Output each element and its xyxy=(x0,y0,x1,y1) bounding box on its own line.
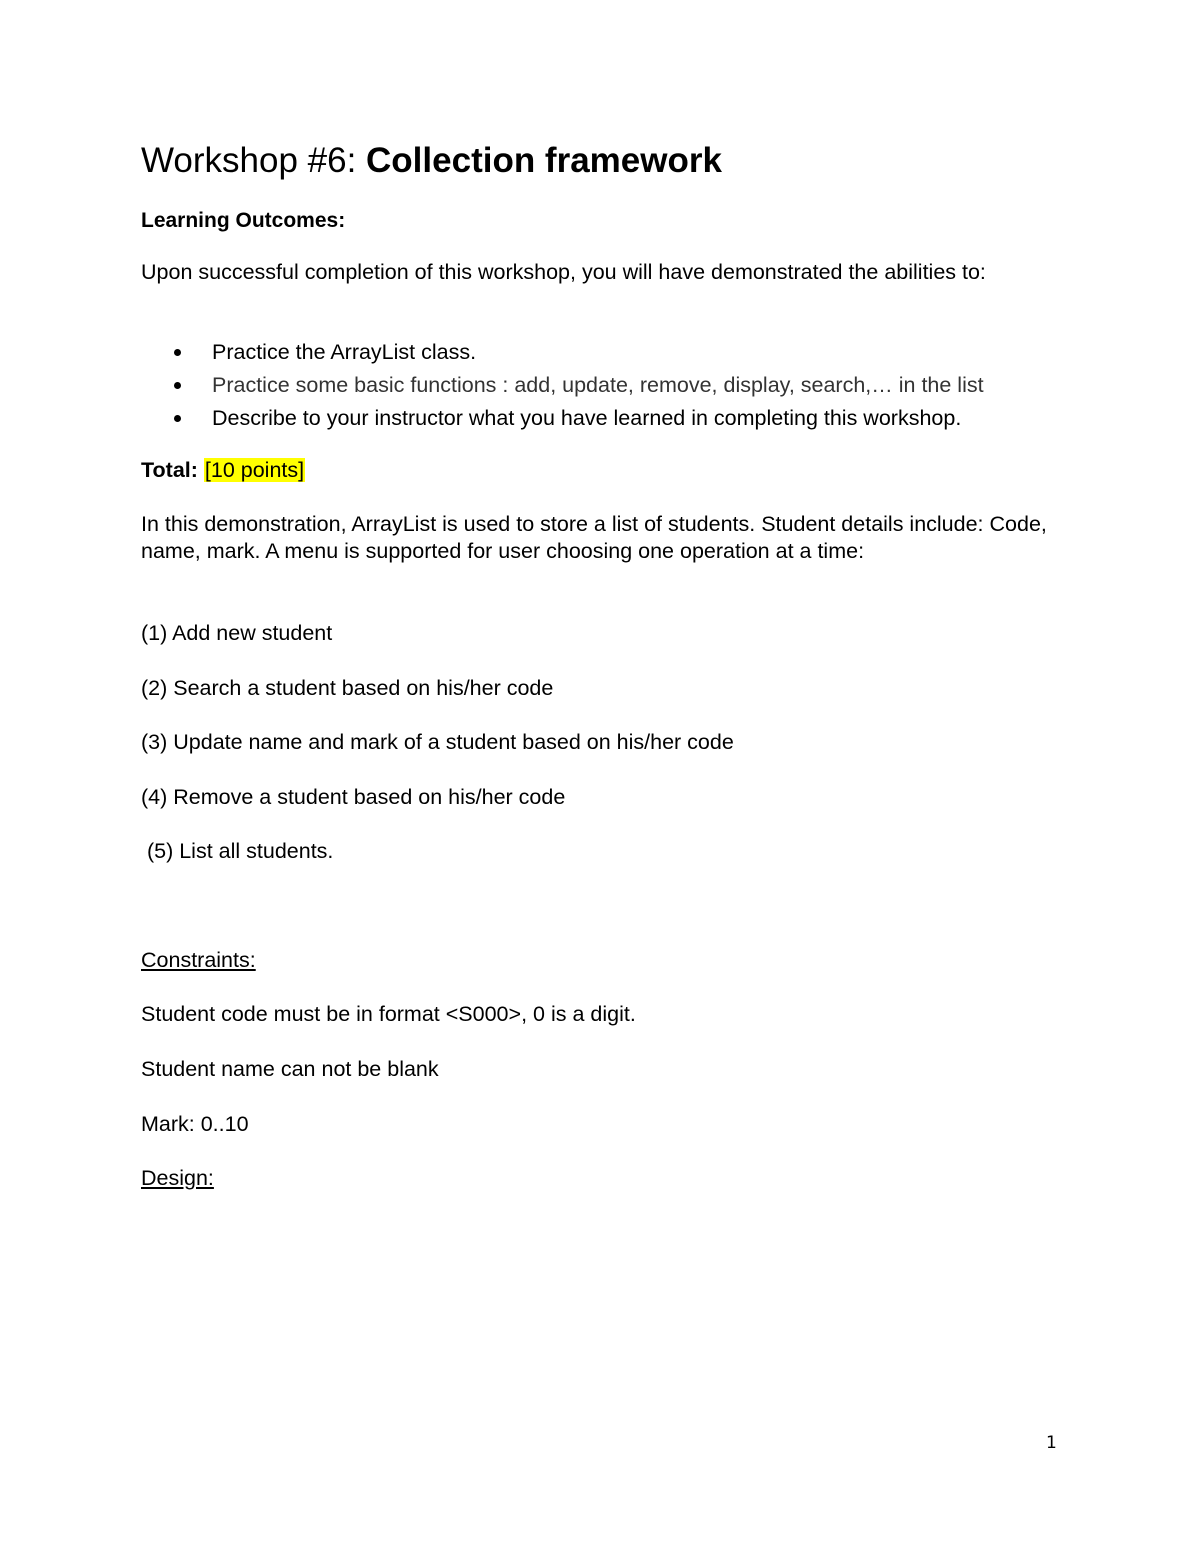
menu-item-search: (2) Search a student based on his/her code xyxy=(141,676,554,700)
menu-item-add: (1) Add new student xyxy=(141,621,333,645)
page-number: 1 xyxy=(1046,1433,1057,1453)
bullet-icon xyxy=(174,349,181,356)
title-prefix: Workshop #6: xyxy=(141,141,367,180)
total-label: Total: xyxy=(141,458,198,482)
menu-item-update: (3) Update name and mark of a student based on his/her code xyxy=(141,730,734,754)
bullet-icon xyxy=(174,382,181,389)
learning-outcomes-intro: Upon successful completion of this workshop, you will have demonstrated the abilities to: xyxy=(141,260,986,284)
constraints-heading: Constraints: xyxy=(141,948,256,972)
total-points xyxy=(141,456,305,484)
learning-outcomes-heading: Learning Outcomes: xyxy=(141,209,346,232)
list-item: Describe to your instructor what you have learned in completing this workshop. xyxy=(141,402,984,435)
description-paragraph: In this demonstration, ArrayList is used to store a list of students. Student details include: Code, name, mark. A menu is supported for user choosing one operation at a time: xyxy=(141,512,1047,563)
constraint-code-format: Student code must be in format <S000>, 0 is a digit. xyxy=(141,1002,636,1026)
constraint-name: Student name can not be blank xyxy=(141,1057,439,1081)
list-item: Practice some basic functions : add, update, remove, display, search,… in the list xyxy=(141,369,984,402)
title-main: Collection framework xyxy=(366,141,722,180)
document-title xyxy=(141,140,722,182)
menu-item-remove: (4) Remove a student based on his/her code xyxy=(141,785,566,809)
total-value-highlight: [10 points] xyxy=(204,458,305,482)
list-item: Practice the ArrayList class. xyxy=(141,336,984,369)
menu-item-list: (5) List all students. xyxy=(141,839,334,863)
learning-outcomes-list xyxy=(141,336,984,435)
bullet-icon xyxy=(174,415,181,422)
constraint-mark: Mark: 0..10 xyxy=(141,1112,249,1136)
design-heading: Design: xyxy=(141,1166,214,1190)
